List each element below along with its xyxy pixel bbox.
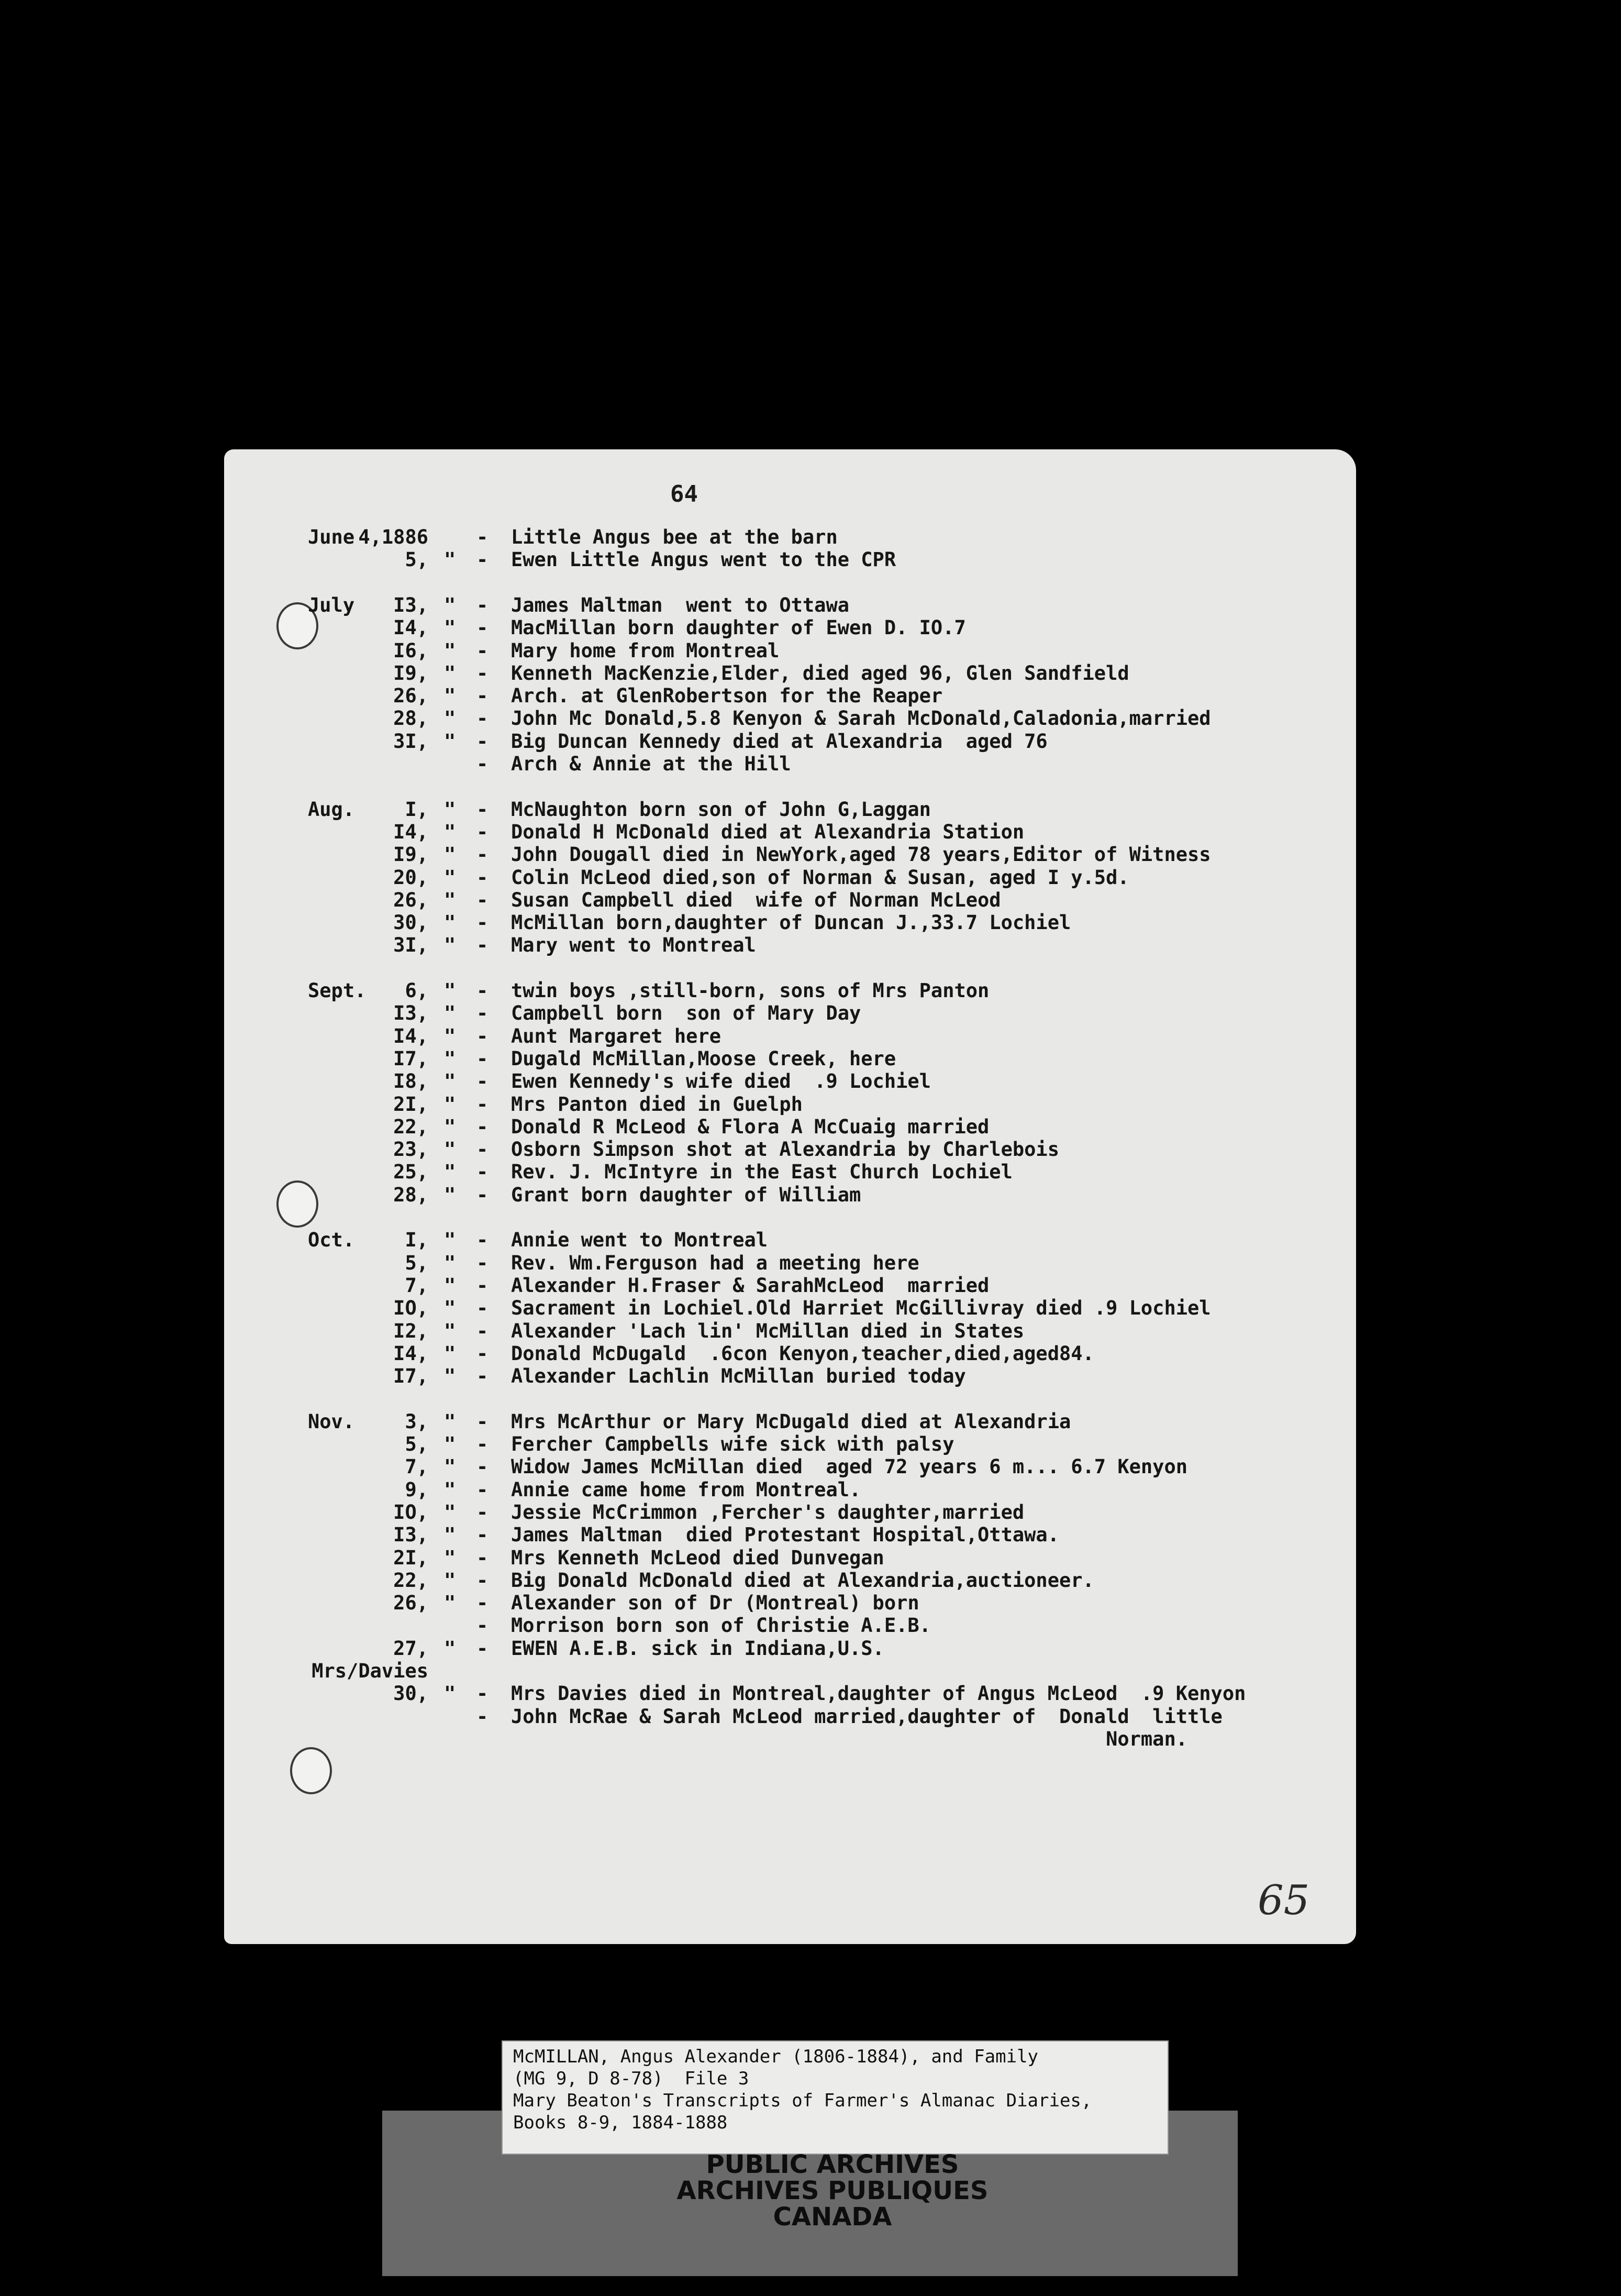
diary-entry: [224, 843, 1356, 866]
diary-entry: [224, 1297, 1356, 1320]
stamp-line: PUBLIC ARCHIVES: [706, 2150, 959, 2179]
entry-dash: -: [476, 526, 488, 548]
entry-day: I2,: [393, 1319, 428, 1342]
diary-entry: [224, 1547, 1356, 1570]
entry-day: 28,: [393, 707, 428, 730]
entry-day: I,: [405, 798, 428, 821]
entry-text: Rev. J. McIntyre in the East Church Lochiel: [511, 1161, 1013, 1184]
entry-day: I9,: [393, 661, 428, 685]
entry-text: Ewen Kennedy's wife died .9 Lochiel: [511, 1070, 931, 1093]
diary-entry: [224, 1501, 1356, 1524]
entry-dash: -: [476, 1070, 488, 1093]
entry-ditto-mark: ": [444, 1161, 456, 1184]
entry-dash: -: [476, 685, 488, 708]
entry-text: Ewen Little Angus went to the CPR: [511, 548, 896, 571]
entry-text: MacMillan born daughter of Ewen D. IO.7: [511, 616, 966, 639]
entry-ditto-mark: ": [444, 548, 456, 571]
entry-day: I7,: [393, 1365, 428, 1388]
entry-text: Morrison born son of Christie A.E.B.: [511, 1614, 931, 1637]
entry-text: Kenneth MacKenzie,Elder, died aged 96, Glen Sandfield: [511, 661, 1129, 685]
entry-day: I3,: [393, 1002, 428, 1025]
entry-day: I7,: [393, 1047, 428, 1070]
diary-entry: [224, 730, 1356, 753]
entry-dash: -: [476, 820, 488, 843]
entry-text: Alexander son of Dr (Montreal) born: [511, 1592, 919, 1615]
entry-ditto-mark: ": [444, 1297, 456, 1320]
entry-text: Mrs Panton died in Guelph: [511, 1092, 803, 1116]
entry-dash: -: [476, 1365, 488, 1388]
diary-entry: [224, 957, 1356, 980]
entry-text: Mrs Kenneth McLeod died Dunvegan: [511, 1546, 884, 1569]
entry-day: 5,: [405, 1433, 428, 1455]
entry-day: I4,: [393, 1342, 428, 1365]
diary-entry: [224, 594, 1356, 617]
entry-dash: -: [476, 639, 488, 662]
entry-text: Osborn Simpson shot at Alexandria by Charlebois: [511, 1138, 1059, 1161]
diary-page: [224, 449, 1356, 1944]
entry-day: I4,: [393, 1024, 428, 1047]
entry-ditto-mark: ": [444, 1365, 456, 1388]
entry-dash: -: [476, 707, 488, 730]
entry-text: EWEN A.E.B. sick in Indiana,U.S.: [511, 1637, 884, 1660]
entry-dash: -: [476, 1002, 488, 1025]
diary-entry: [224, 911, 1356, 934]
entry-day: 3I,: [393, 934, 428, 957]
entry-ditto-mark: ": [444, 798, 456, 821]
diary-entry: [224, 1387, 1356, 1410]
archive-label-line: McMILLAN, Angus Alexander (1806-1884), and Family: [513, 2046, 1039, 2067]
entry-text: Susan Campbell died wife of Norman McLeod: [511, 888, 1001, 911]
entry-day: Mrs/Davies: [312, 1660, 428, 1682]
entry-dash: -: [476, 1229, 488, 1252]
entry-text: Widow James McMillan died aged 72 years 6 m... 6.7 Kenyon: [511, 1455, 1188, 1478]
diary-entry: [224, 1116, 1356, 1139]
entry-text: Arch & Annie at the Hill: [511, 753, 791, 775]
diary-entry: [224, 548, 1356, 571]
entry-month: Nov.: [308, 1410, 355, 1433]
entry-dash: -: [476, 1047, 488, 1070]
entry-ditto-mark: ": [444, 934, 456, 957]
entry-ditto-mark: ": [444, 1524, 456, 1547]
diary-entry: [224, 1093, 1356, 1116]
entry-dash: -: [476, 1524, 488, 1547]
entry-text: twin boys ,still-born, sons of Mrs Panton: [511, 979, 990, 1002]
diary-entry: [224, 889, 1356, 912]
entry-text: John McRae & Sarah McLeod married,daughter of Donald little: [511, 1705, 1223, 1728]
entry-ditto-mark: ": [444, 1455, 456, 1478]
entry-ditto-mark: ": [444, 1115, 456, 1138]
entry-day: I4,: [393, 820, 428, 843]
entry-ditto-mark: ": [444, 1183, 456, 1206]
diary-entry: [224, 1252, 1356, 1275]
diary-entry: [224, 1025, 1356, 1048]
entry-ditto-mark: ": [444, 1682, 456, 1705]
entry-text: McNaughton born son of John G,Laggan: [511, 798, 931, 821]
diary-entry: [224, 775, 1356, 798]
entry-dash: -: [476, 730, 488, 753]
entry-day: 22,: [393, 1569, 428, 1592]
entry-ditto-mark: ": [444, 888, 456, 911]
entry-dash: -: [476, 1297, 488, 1320]
entry-day: I6,: [393, 639, 428, 662]
entry-text: Dugald McMillan,Moose Creek, here: [511, 1047, 896, 1070]
punch-hole: [290, 1747, 332, 1794]
entry-day: 23,: [393, 1138, 428, 1161]
diary-entry: [224, 1138, 1356, 1161]
diary-entry: [224, 526, 1356, 549]
entry-ditto-mark: ": [444, 1002, 456, 1025]
entry-ditto-mark: ": [444, 685, 456, 708]
entry-ditto-mark: ": [444, 1592, 456, 1615]
entry-day: 20,: [393, 866, 428, 889]
diary-entry: [224, 1274, 1356, 1297]
entry-dash: -: [476, 1319, 488, 1342]
entry-day: 26,: [393, 1592, 428, 1615]
entry-day: 3,: [405, 1410, 428, 1433]
diary-entry: [224, 1614, 1356, 1637]
entry-ditto-mark: ": [444, 1546, 456, 1569]
entry-ditto-mark: ": [444, 639, 456, 662]
entry-ditto-mark: ": [444, 843, 456, 866]
entry-day: IO,: [393, 1500, 428, 1524]
diary-entry: [224, 1478, 1356, 1502]
entry-ditto-mark: ": [444, 616, 456, 639]
entry-ditto-mark: ": [444, 1637, 456, 1660]
entry-day: 30,: [393, 1682, 428, 1705]
diary-entry: [224, 685, 1356, 708]
entry-ditto-mark: ": [444, 1319, 456, 1342]
entry-month: June: [308, 526, 355, 548]
entry-text: Alexander H.Fraser & SarahMcLeod married: [511, 1274, 990, 1297]
entry-dash: -: [476, 1614, 488, 1637]
archive-label-line: (MG 9, D 8-78) File 3: [513, 2068, 749, 2089]
entry-text: John Dougall died in NewYork,aged 78 years,Editor of Witness: [511, 843, 1211, 866]
entry-dash: -: [476, 616, 488, 639]
entry-dash: -: [476, 1592, 488, 1615]
entry-month: Sept.: [308, 979, 367, 1002]
entry-ditto-mark: ": [444, 820, 456, 843]
entry-dash: -: [476, 1500, 488, 1524]
entry-dash: -: [476, 1682, 488, 1705]
entry-ditto-mark: ": [444, 1070, 456, 1093]
entry-ditto-mark: ": [444, 1569, 456, 1592]
stamp-line: ARCHIVES PUBLIQUES: [676, 2176, 989, 2205]
diary-entry: [224, 1433, 1356, 1456]
entry-text: Fercher Campbells wife sick with palsy: [511, 1433, 954, 1455]
entry-day: 22,: [393, 1115, 428, 1138]
entry-text: Mrs McArthur or Mary McDugald died at Alexandria: [511, 1410, 1071, 1433]
diary-entry: [224, 1070, 1356, 1093]
entry-day: 26,: [393, 888, 428, 911]
diary-entry: [224, 753, 1356, 776]
entry-text: Campbell born son of Mary Day: [511, 1002, 861, 1025]
diary-entry: [224, 798, 1356, 821]
entry-dash: -: [476, 1274, 488, 1297]
diary-entry: [224, 1524, 1356, 1547]
entry-ditto-mark: ": [444, 1410, 456, 1433]
diary-entry: [224, 1342, 1356, 1365]
entry-day: 5,: [405, 548, 428, 571]
diary-entry: [224, 1002, 1356, 1025]
diary-entry: [224, 571, 1356, 594]
entry-day: 26,: [393, 685, 428, 708]
diary-entry: [224, 1705, 1356, 1728]
entry-ditto-mark: ": [444, 707, 456, 730]
entry-ditto-mark: ": [444, 1274, 456, 1297]
entry-dash: -: [476, 1455, 488, 1478]
entry-day: IO,: [393, 1297, 428, 1320]
entry-day: I4,: [393, 616, 428, 639]
entry-dash: -: [476, 1138, 488, 1161]
entry-ditto-mark: ": [444, 730, 456, 753]
diary-entry: [224, 1637, 1356, 1660]
entry-text: James Maltman died Protestant Hospital,Ottawa.: [511, 1524, 1059, 1547]
entry-dash: -: [476, 888, 488, 911]
entry-dash: -: [476, 1161, 488, 1184]
entry-text: Alexander Lachlin McMillan buried today: [511, 1365, 966, 1388]
entry-text: Grant born daughter of William: [511, 1183, 861, 1206]
entry-dash: -: [476, 1478, 488, 1501]
entry-dash: -: [476, 1705, 488, 1728]
entry-text: Alexander 'Lach lin' McMillan died in States: [511, 1319, 1025, 1342]
diary-entry: [224, 979, 1356, 1002]
entry-day: 27,: [393, 1637, 428, 1660]
entry-dash: -: [476, 866, 488, 889]
diary-entry: [224, 1365, 1356, 1388]
handwritten-page-number: 65: [1258, 1877, 1310, 1924]
diary-entry: [224, 1682, 1356, 1705]
entry-text: Rev. Wm.Ferguson had a meeting here: [511, 1251, 919, 1274]
entry-day: 2I,: [393, 1546, 428, 1569]
entry-ditto-mark: ": [444, 866, 456, 889]
entry-ditto-mark: ": [444, 1138, 456, 1161]
entry-ditto-mark: ": [444, 1433, 456, 1455]
entry-day: 5,: [405, 1251, 428, 1274]
entry-text: Big Donald McDonald died at Alexandria,auctioneer.: [511, 1569, 1094, 1592]
entry-day: I,: [405, 1229, 428, 1252]
entry-month: July: [308, 593, 355, 616]
entry-dash: -: [476, 1024, 488, 1047]
entry-ditto-mark: ": [444, 1478, 456, 1501]
entry-dash: -: [476, 593, 488, 616]
entry-text: Little Angus bee at the barn: [511, 526, 838, 548]
entry-ditto-mark: ": [444, 1024, 456, 1047]
entry-dash: -: [476, 1546, 488, 1569]
entry-day: 4,1886: [358, 526, 428, 548]
entry-month: Oct.: [308, 1229, 355, 1252]
entry-ditto-mark: ": [444, 1047, 456, 1070]
entry-day: 25,: [393, 1161, 428, 1184]
entry-dash: -: [476, 548, 488, 571]
entry-dash: -: [476, 979, 488, 1002]
entry-day: 3I,: [393, 730, 428, 753]
diary-entry: [224, 616, 1356, 639]
diary-entry: [224, 1184, 1356, 1207]
diary-entry: [224, 1455, 1356, 1478]
entry-dash: -: [476, 1410, 488, 1433]
entry-text: Annie came home from Montreal.: [511, 1478, 861, 1501]
entry-text: Jessie McCrimmon ,Fercher's daughter,married: [511, 1500, 1025, 1524]
entry-ditto-mark: ": [444, 1342, 456, 1365]
entry-day: 6,: [405, 979, 428, 1002]
entry-ditto-mark: ": [444, 593, 456, 616]
diary-entry: [224, 1660, 1356, 1683]
entry-text: Mrs Davies died in Montreal,daughter of Angus McLeod .9 Kenyon: [511, 1682, 1246, 1705]
diary-entry: [224, 1161, 1356, 1184]
entry-dash: -: [476, 1433, 488, 1455]
entry-ditto-mark: ": [444, 1229, 456, 1252]
entry-dash: -: [476, 934, 488, 957]
archive-label-line: Books 8-9, 1884-1888: [513, 2112, 728, 2133]
entry-dash: -: [476, 1637, 488, 1660]
entry-month: Aug.: [308, 798, 355, 821]
entry-ditto-mark: ": [444, 1251, 456, 1274]
entry-day: I3,: [393, 1524, 428, 1547]
diary-entry: [224, 934, 1356, 957]
entry-day: 30,: [393, 911, 428, 934]
entry-text: Annie went to Montreal: [511, 1229, 768, 1252]
entry-dash: -: [476, 843, 488, 866]
entry-day: 7,: [405, 1274, 428, 1297]
entry-text: Norman.: [511, 1727, 1188, 1750]
entry-text: Donald McDugald .6con Kenyon,teacher,died,aged84.: [511, 1342, 1094, 1365]
archives-stamp: [644, 2151, 1021, 2230]
entry-ditto-mark: ": [444, 661, 456, 685]
entry-dash: -: [476, 911, 488, 934]
diary-entry: [224, 1047, 1356, 1070]
diary-entry: [224, 1206, 1356, 1229]
entry-ditto-mark: ": [444, 979, 456, 1002]
archive-label-line: Mary Beaton's Transcripts of Farmer's Almanac Diaries,: [513, 2090, 1092, 2111]
entry-dash: -: [476, 1183, 488, 1206]
diary-entry: [224, 866, 1356, 889]
entry-text: Donald H McDonald died at Alexandria Station: [511, 820, 1025, 843]
entry-dash: -: [476, 1092, 488, 1116]
entry-dash: -: [476, 1115, 488, 1138]
diary-entry: [224, 821, 1356, 844]
entry-text: Sacrament in Lochiel.Old Harriet McGillivray died .9 Lochiel: [511, 1297, 1211, 1320]
entry-day: 28,: [393, 1183, 428, 1206]
entry-text: James Maltman went to Ottawa: [511, 593, 850, 616]
diary-entry: [224, 662, 1356, 685]
diary-entry: [224, 1728, 1356, 1751]
entry-day: 2I,: [393, 1092, 428, 1116]
entry-text: Mary home from Montreal: [511, 639, 780, 662]
entry-day: I8,: [393, 1070, 428, 1093]
entry-text: Colin McLeod died,son of Norman & Susan, aged I y.5d.: [511, 866, 1129, 889]
entry-dash: -: [476, 1569, 488, 1592]
entry-text: Big Duncan Kennedy died at Alexandria aged 76: [511, 730, 1048, 753]
entry-text: Arch. at GlenRobertson for the Reaper: [511, 685, 943, 708]
stamp-line: CANADA: [773, 2202, 892, 2232]
entry-day: I9,: [393, 843, 428, 866]
diary-entry: [224, 1320, 1356, 1343]
entry-text: McMillan born,daughter of Duncan J.,33.7 Lochiel: [511, 911, 1071, 934]
diary-entry: [224, 1229, 1356, 1252]
entry-text: Donald R McLeod & Flora A McCuaig married: [511, 1115, 990, 1138]
entry-dash: -: [476, 753, 488, 775]
archive-label: [502, 2040, 1169, 2155]
diary-entry: [224, 1410, 1356, 1433]
diary-entry: [224, 639, 1356, 663]
entry-ditto-mark: ": [444, 1500, 456, 1524]
entry-text: John Mc Donald,5.8 Kenyon & Sarah McDonald,Caladonia,married: [511, 707, 1211, 730]
entry-dash: -: [476, 798, 488, 821]
diary-entry: [224, 1592, 1356, 1615]
entry-day: 7,: [405, 1455, 428, 1478]
entry-day: I3,: [393, 593, 428, 616]
entry-ditto-mark: ": [444, 1092, 456, 1116]
entry-dash: -: [476, 661, 488, 685]
diary-entry: [224, 1569, 1356, 1592]
diary-entry: [224, 707, 1356, 730]
entry-text: Aunt Margaret here: [511, 1024, 721, 1047]
entry-dash: -: [476, 1251, 488, 1274]
page-number: 64: [670, 481, 698, 507]
entry-ditto-mark: ": [444, 911, 456, 934]
entry-day: 9,: [405, 1478, 428, 1501]
entry-dash: -: [476, 1342, 488, 1365]
entry-text: Mary went to Montreal: [511, 934, 756, 957]
